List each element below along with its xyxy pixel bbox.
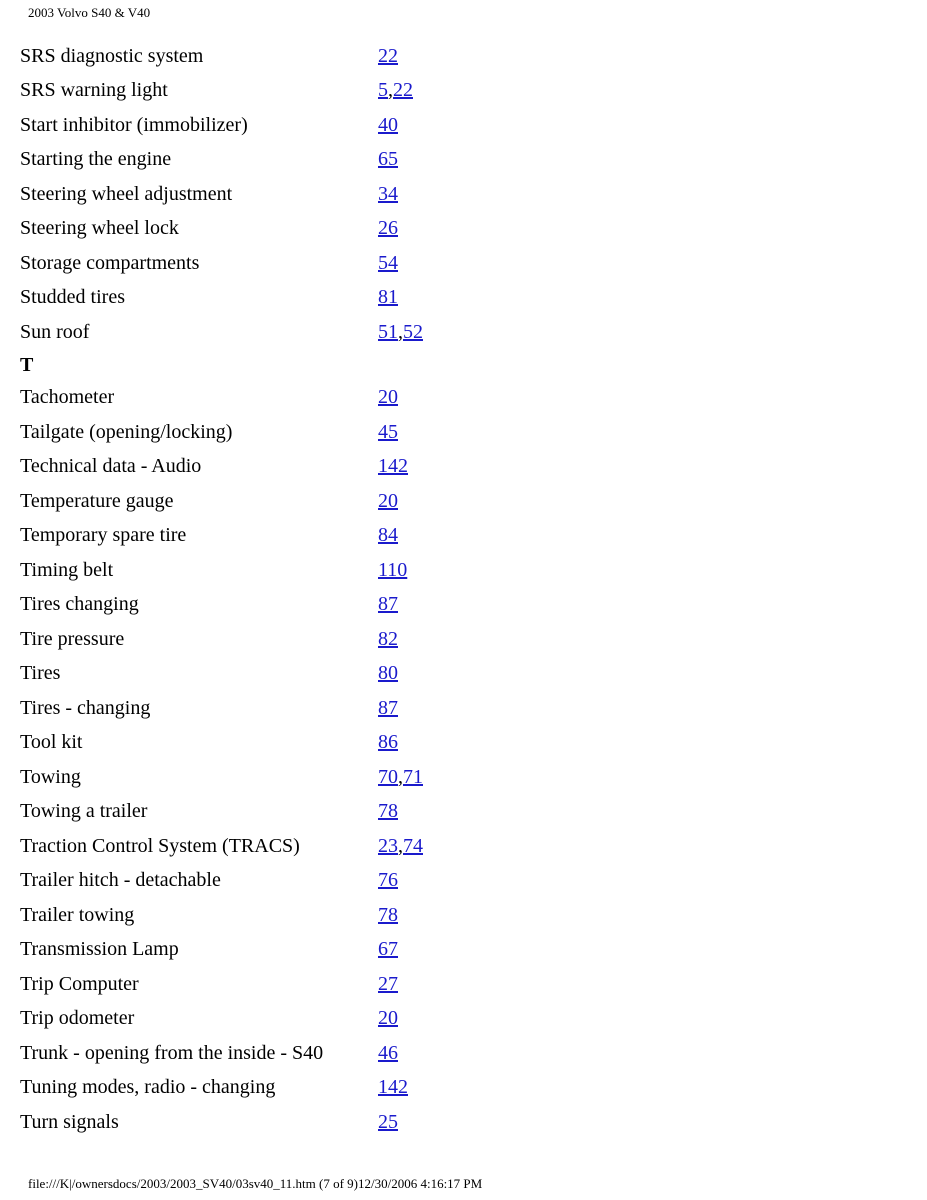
index-entry-row [20,898,720,933]
index-term: Start inhibitor (immobilizer) [20,113,248,136]
page-separator: , [398,765,403,788]
page-refs [378,766,423,789]
page-refs [378,697,398,720]
index-term: Transmission Lamp [20,938,179,961]
page-link[interactable]: 142 [378,1076,408,1099]
index-term: Technical data - Audio [20,455,202,478]
page-refs [378,938,398,961]
index-entry-row [20,864,720,899]
index-term: Trip Computer [20,972,139,995]
page-link[interactable]: 20 [378,489,398,512]
index-entry-row [20,246,720,281]
index-entry-row [20,450,720,485]
index-entry-row [20,39,720,74]
index-entry-row [20,381,720,416]
index-entry-row [20,177,720,212]
index-term: SRS warning light [20,79,168,102]
index-term: Tires - changing [20,696,151,719]
index-entry-row [20,415,720,450]
page-refs [378,79,413,102]
index-term: Tires [20,662,61,685]
index-term: Steering wheel adjustment [20,182,233,205]
page-refs [378,731,398,754]
index-term: Timing belt [20,558,114,581]
page-link[interactable]: 87 [378,593,398,616]
page-separator: , [388,79,393,102]
page-link[interactable]: 86 [378,731,398,754]
page-link[interactable]: 51 [378,320,398,343]
page-link[interactable]: 71 [403,765,423,788]
page-link[interactable]: 25 [378,1110,398,1133]
page-refs [378,286,398,309]
page-refs [378,321,423,344]
index-entry-row [20,1105,720,1140]
page-link[interactable]: 45 [378,420,398,443]
page-refs [378,869,398,892]
index-term: Temporary spare tire [20,524,187,547]
index-entry-row [20,622,720,657]
page-footer: file:///K|/ownersdocs/2003/2003_SV40/03sv40_11.htm (7 of 9)12/30/2006 4:16:17 PM [28,1176,483,1191]
index-entry-row [20,967,720,1002]
index-term: Steering wheel lock [20,217,179,240]
page-refs [378,559,407,582]
index-term: Sun roof [20,320,90,343]
index-entry-row [20,795,720,830]
index-entry-row [20,553,720,588]
page-header: 2003 Volvo S40 & V40 [28,5,151,20]
index-term: Trailer hitch - detachable [20,869,221,892]
page-link[interactable]: 74 [403,834,423,857]
index-term: SRS diagnostic system [20,44,204,67]
index-term: Traction Control System (TRACS) [20,834,300,857]
page-refs [378,1042,398,1065]
index-term: Tool kit [20,731,83,754]
page-link[interactable]: 52 [403,320,423,343]
page-refs [378,904,398,927]
page-link[interactable]: 81 [378,286,398,309]
page-refs [378,973,398,996]
page-link[interactable]: 20 [378,386,398,409]
page-refs [378,148,398,171]
index-term: Tuning modes, radio - changing [20,1076,276,1099]
index-entry-row [20,143,720,178]
page-link[interactable]: 84 [378,524,398,547]
page-refs [378,455,408,478]
index-term: Starting the engine [20,148,172,171]
index-term: Studded tires [20,286,125,309]
index-entry-row [20,691,720,726]
index-term: Towing [20,765,81,788]
index-entry-row [20,760,720,795]
index-term: Tailgate (opening/locking) [20,420,233,443]
index-entry-row [20,1071,720,1106]
index-term: Trunk - opening from the inside - S40 [20,1041,324,1064]
page-link[interactable]: 110 [378,558,408,581]
index-table [20,39,720,1140]
page-link[interactable]: 27 [378,972,398,995]
page-refs [378,490,398,513]
page-refs [378,217,398,240]
page-refs [378,835,423,858]
index-term: Tires changing [20,593,139,616]
page-refs [378,386,398,409]
page-link[interactable]: 22 [378,44,398,67]
page-refs [378,800,398,823]
page-link[interactable]: 87 [378,696,398,719]
index-entry-row [20,212,720,247]
section-letter-row [20,350,720,381]
page-link[interactable]: 70 [378,765,398,788]
index-entry-row [20,657,720,692]
index-entry-row [20,315,720,350]
page-refs [378,252,398,275]
index-entry-row [20,726,720,761]
page-link[interactable]: 78 [378,800,398,823]
index-entry-row [20,588,720,623]
index-entry-row [20,108,720,143]
page-refs [378,628,398,651]
index-entry-row [20,933,720,968]
index-term: Trip odometer [20,1007,135,1030]
page-refs [378,421,398,444]
page-link[interactable]: 54 [378,251,398,274]
page-link[interactable]: 34 [378,182,398,205]
index-entry-row [20,281,720,316]
index-entry-row [20,74,720,109]
index-entry-row [20,519,720,554]
index-term: Towing a trailer [20,800,148,823]
page-link[interactable]: 80 [378,662,398,685]
page-link[interactable]: 67 [378,938,398,961]
index-term: Tire pressure [20,627,125,650]
page-link[interactable]: 22 [393,79,413,102]
page-link[interactable]: 26 [378,217,398,240]
page-refs [378,183,398,206]
page-link[interactable]: 142 [378,455,408,478]
page-refs [378,1007,398,1030]
page-separator: , [398,320,403,343]
page-link[interactable]: 82 [378,627,398,650]
page-separator: , [398,834,403,857]
page-link[interactable]: 46 [378,1041,398,1064]
index-term: Turn signals [20,1110,119,1133]
index-term: Tachometer [20,386,115,409]
page-link[interactable]: 76 [378,869,398,892]
page-refs [378,114,398,137]
section-letter: T [20,353,34,376]
page-link[interactable]: 23 [378,834,398,857]
page-refs [378,45,398,68]
page-refs [378,524,398,547]
page-link[interactable]: 78 [378,903,398,926]
index-term: Trailer towing [20,903,135,926]
page-refs [378,1111,398,1134]
page-refs [378,662,398,685]
index-term: Storage compartments [20,251,200,274]
index-entry-row [20,1036,720,1071]
page-refs [378,1076,408,1099]
index-entry-row [20,484,720,519]
index-entry-row [20,1002,720,1037]
page-link[interactable]: 20 [378,1007,398,1030]
page-link[interactable]: 5 [378,79,388,102]
page-link[interactable]: 65 [378,148,398,171]
index-entry-row [20,829,720,864]
page-refs [378,593,398,616]
page-link[interactable]: 40 [378,113,398,136]
index-term: Temperature gauge [20,489,174,512]
